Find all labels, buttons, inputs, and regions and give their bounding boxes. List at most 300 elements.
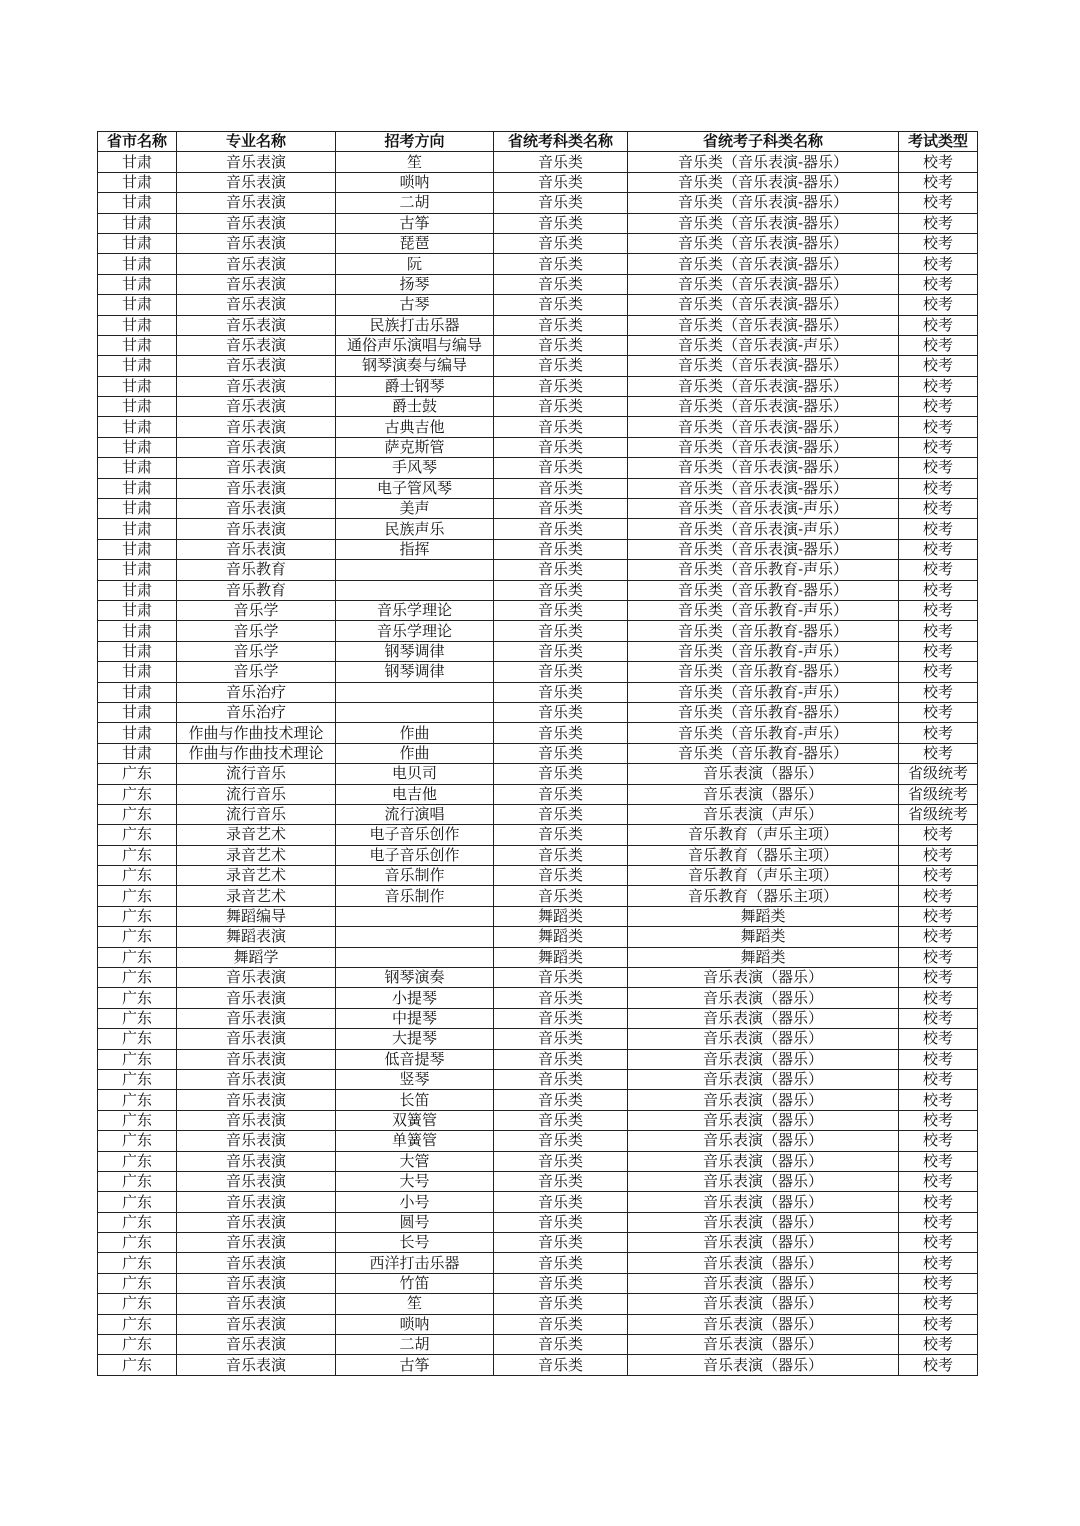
cell-province: 广东	[98, 1335, 177, 1355]
cell-exam-type: 校考	[899, 437, 978, 457]
cell-category: 音乐类	[494, 600, 628, 620]
cell-major: 舞蹈学	[177, 947, 336, 967]
cell-province: 甘肃	[98, 478, 177, 498]
header-province: 省市名称	[98, 132, 177, 152]
cell-exam-type: 校考	[899, 458, 978, 478]
cell-category: 音乐类	[494, 743, 628, 763]
cell-subcategory: 音乐表演（器乐）	[628, 1008, 899, 1028]
cell-province: 广东	[98, 1110, 177, 1130]
cell-exam-type: 校考	[899, 560, 978, 580]
table-row	[98, 968, 978, 988]
cell-direction: 钢琴调律	[336, 641, 494, 661]
cell-direction: 电子管风琴	[336, 478, 494, 498]
cell-major: 音乐表演	[177, 254, 336, 274]
cell-major: 音乐表演	[177, 315, 336, 335]
cell-category: 音乐类	[494, 1355, 628, 1375]
table-row	[98, 1233, 978, 1253]
cell-category: 音乐类	[494, 1090, 628, 1110]
cell-major: 音乐表演	[177, 1069, 336, 1089]
cell-exam-type: 校考	[899, 172, 978, 192]
cell-category: 音乐类	[494, 437, 628, 457]
cell-major: 音乐表演	[177, 519, 336, 539]
cell-province: 甘肃	[98, 600, 177, 620]
table-row	[98, 1131, 978, 1151]
cell-subcategory: 音乐类（音乐表演-器乐）	[628, 376, 899, 396]
cell-direction: 西洋打击乐器	[336, 1253, 494, 1273]
cell-direction: 小号	[336, 1192, 494, 1212]
cell-subcategory: 音乐类（音乐表演-声乐）	[628, 335, 899, 355]
cell-subcategory: 音乐类（音乐表演-声乐）	[628, 519, 899, 539]
cell-exam-type: 校考	[899, 295, 978, 315]
cell-category: 音乐类	[494, 417, 628, 437]
table-row	[98, 397, 978, 417]
table-row	[98, 723, 978, 743]
cell-province: 广东	[98, 1294, 177, 1314]
cell-category: 音乐类	[494, 580, 628, 600]
cell-province: 广东	[98, 886, 177, 906]
cell-category: 音乐类	[494, 539, 628, 559]
cell-direction: 竹笛	[336, 1273, 494, 1293]
cell-category: 音乐类	[494, 376, 628, 396]
cell-subcategory: 音乐类（音乐表演-器乐）	[628, 172, 899, 192]
cell-exam-type: 校考	[899, 1029, 978, 1049]
cell-province: 广东	[98, 1069, 177, 1089]
cell-exam-type: 省级统考	[899, 784, 978, 804]
cell-exam-type: 校考	[899, 539, 978, 559]
cell-direction: 单簧管	[336, 1131, 494, 1151]
cell-direction: 二胡	[336, 193, 494, 213]
cell-direction: 音乐学理论	[336, 600, 494, 620]
cell-province: 广东	[98, 1314, 177, 1334]
table-row	[98, 315, 978, 335]
cell-exam-type: 校考	[899, 968, 978, 988]
cell-province: 广东	[98, 1090, 177, 1110]
cell-category: 音乐类	[494, 804, 628, 824]
cell-province: 甘肃	[98, 662, 177, 682]
cell-subcategory: 音乐表演（声乐）	[628, 804, 899, 824]
table-row	[98, 988, 978, 1008]
cell-exam-type: 校考	[899, 1355, 978, 1375]
table-row	[98, 580, 978, 600]
cell-province: 广东	[98, 784, 177, 804]
cell-major: 音乐学	[177, 621, 336, 641]
cell-category: 音乐类	[494, 233, 628, 253]
cell-category: 音乐类	[494, 1273, 628, 1293]
cell-direction: 爵士鼓	[336, 397, 494, 417]
cell-subcategory: 音乐表演（器乐）	[628, 1273, 899, 1293]
cell-province: 甘肃	[98, 641, 177, 661]
cell-direction	[336, 927, 494, 947]
table-row	[98, 356, 978, 376]
cell-major: 音乐表演	[177, 1029, 336, 1049]
cell-direction: 阮	[336, 254, 494, 274]
cell-direction: 大管	[336, 1151, 494, 1171]
cell-direction: 民族声乐	[336, 519, 494, 539]
cell-subcategory: 舞蹈类	[628, 927, 899, 947]
cell-major: 音乐表演	[177, 295, 336, 315]
cell-province: 甘肃	[98, 580, 177, 600]
cell-direction	[336, 702, 494, 722]
cell-exam-type: 校考	[899, 274, 978, 294]
cell-subcategory: 音乐类（音乐表演-器乐）	[628, 295, 899, 315]
cell-subcategory: 音乐表演（器乐）	[628, 784, 899, 804]
table-row	[98, 784, 978, 804]
cell-province: 广东	[98, 1253, 177, 1273]
table-row	[98, 1171, 978, 1191]
table-row	[98, 743, 978, 763]
cell-category: 音乐类	[494, 1049, 628, 1069]
cell-exam-type: 校考	[899, 580, 978, 600]
cell-province: 甘肃	[98, 702, 177, 722]
cell-subcategory: 音乐类（音乐表演-器乐）	[628, 356, 899, 376]
table-row	[98, 825, 978, 845]
table-row	[98, 1314, 978, 1334]
cell-subcategory: 音乐类（音乐表演-器乐）	[628, 254, 899, 274]
cell-exam-type: 校考	[899, 1233, 978, 1253]
cell-exam-type: 校考	[899, 988, 978, 1008]
cell-major: 音乐表演	[177, 1008, 336, 1028]
cell-subcategory: 音乐类（音乐表演-器乐）	[628, 233, 899, 253]
cell-subcategory: 音乐表演（器乐）	[628, 1192, 899, 1212]
cell-major: 音乐表演	[177, 458, 336, 478]
cell-direction: 古典吉他	[336, 417, 494, 437]
table-row	[98, 254, 978, 274]
cell-direction: 小提琴	[336, 988, 494, 1008]
cell-major: 录音艺术	[177, 886, 336, 906]
cell-direction: 大号	[336, 1171, 494, 1191]
cell-province: 甘肃	[98, 213, 177, 233]
cell-major: 音乐表演	[177, 335, 336, 355]
cell-exam-type: 校考	[899, 315, 978, 335]
cell-subcategory: 音乐类（音乐教育-器乐）	[628, 662, 899, 682]
table-row	[98, 1335, 978, 1355]
cell-subcategory: 音乐类（音乐表演-器乐）	[628, 193, 899, 213]
cell-province: 广东	[98, 988, 177, 1008]
cell-direction: 低音提琴	[336, 1049, 494, 1069]
cell-exam-type: 省级统考	[899, 804, 978, 824]
table-row	[98, 193, 978, 213]
table-row	[98, 499, 978, 519]
cell-province: 甘肃	[98, 397, 177, 417]
cell-exam-type: 校考	[899, 254, 978, 274]
cell-category: 音乐类	[494, 1335, 628, 1355]
cell-subcategory: 音乐类（音乐教育-器乐）	[628, 702, 899, 722]
cell-category: 音乐类	[494, 784, 628, 804]
cell-direction: 作曲	[336, 723, 494, 743]
cell-category: 音乐类	[494, 519, 628, 539]
cell-exam-type: 校考	[899, 621, 978, 641]
cell-exam-type: 校考	[899, 397, 978, 417]
cell-direction: 手风琴	[336, 458, 494, 478]
cell-subcategory: 音乐表演（器乐）	[628, 1355, 899, 1375]
table-row	[98, 539, 978, 559]
cell-subcategory: 音乐类（音乐表演-声乐）	[628, 499, 899, 519]
cell-category: 音乐类	[494, 682, 628, 702]
table-row	[98, 702, 978, 722]
cell-major: 音乐表演	[177, 1151, 336, 1171]
cell-exam-type: 校考	[899, 1273, 978, 1293]
cell-category: 音乐类	[494, 702, 628, 722]
cell-province: 甘肃	[98, 458, 177, 478]
cell-major: 音乐表演	[177, 376, 336, 396]
cell-category: 音乐类	[494, 295, 628, 315]
table-row	[98, 1029, 978, 1049]
cell-category: 音乐类	[494, 1171, 628, 1191]
cell-direction: 钢琴调律	[336, 662, 494, 682]
cell-subcategory: 音乐表演（器乐）	[628, 1131, 899, 1151]
cell-direction: 民族打击乐器	[336, 315, 494, 335]
cell-category: 音乐类	[494, 1294, 628, 1314]
cell-direction: 电子音乐创作	[336, 825, 494, 845]
cell-category: 音乐类	[494, 845, 628, 865]
cell-category: 音乐类	[494, 886, 628, 906]
cell-major: 音乐表演	[177, 1335, 336, 1355]
cell-category: 音乐类	[494, 397, 628, 417]
cell-exam-type: 校考	[899, 682, 978, 702]
cell-exam-type: 校考	[899, 1171, 978, 1191]
cell-exam-type: 校考	[899, 1294, 978, 1314]
cell-province: 甘肃	[98, 743, 177, 763]
cell-direction: 美声	[336, 499, 494, 519]
cell-category: 舞蹈类	[494, 906, 628, 926]
cell-province: 甘肃	[98, 356, 177, 376]
table-row	[98, 866, 978, 886]
cell-subcategory: 音乐类（音乐表演-器乐）	[628, 152, 899, 172]
cell-exam-type: 校考	[899, 1192, 978, 1212]
cell-direction: 中提琴	[336, 1008, 494, 1028]
cell-direction: 电子音乐创作	[336, 845, 494, 865]
cell-subcategory: 音乐表演（器乐）	[628, 764, 899, 784]
cell-subcategory: 音乐表演（器乐）	[628, 1049, 899, 1069]
cell-province: 广东	[98, 1151, 177, 1171]
table-row	[98, 662, 978, 682]
cell-province: 甘肃	[98, 437, 177, 457]
cell-major: 录音艺术	[177, 825, 336, 845]
cell-direction: 琵琶	[336, 233, 494, 253]
cell-category: 音乐类	[494, 499, 628, 519]
cell-subcategory: 音乐教育（器乐主项）	[628, 886, 899, 906]
cell-major: 音乐表演	[177, 1355, 336, 1375]
table-row	[98, 417, 978, 437]
table-row	[98, 478, 978, 498]
cell-subcategory: 音乐类（音乐表演-器乐）	[628, 478, 899, 498]
header-subcategory: 省统考子科类名称	[628, 132, 899, 152]
cell-province: 甘肃	[98, 723, 177, 743]
table-row	[98, 376, 978, 396]
cell-direction: 电贝司	[336, 764, 494, 784]
cell-subcategory: 音乐类（音乐表演-器乐）	[628, 397, 899, 417]
cell-exam-type: 校考	[899, 1314, 978, 1334]
cell-major: 音乐表演	[177, 1110, 336, 1130]
cell-category: 音乐类	[494, 662, 628, 682]
table-row	[98, 1355, 978, 1375]
cell-category: 音乐类	[494, 356, 628, 376]
cell-province: 甘肃	[98, 499, 177, 519]
cell-major: 音乐表演	[177, 397, 336, 417]
cell-category: 音乐类	[494, 621, 628, 641]
cell-province: 甘肃	[98, 417, 177, 437]
cell-direction	[336, 906, 494, 926]
cell-direction: 钢琴演奏与编导	[336, 356, 494, 376]
cell-major: 音乐表演	[177, 213, 336, 233]
table-row	[98, 1192, 978, 1212]
cell-major: 音乐表演	[177, 988, 336, 1008]
cell-exam-type: 校考	[899, 702, 978, 722]
cell-exam-type: 校考	[899, 743, 978, 763]
cell-province: 广东	[98, 1131, 177, 1151]
cell-subcategory: 音乐教育（声乐主项）	[628, 866, 899, 886]
cell-province: 甘肃	[98, 519, 177, 539]
cell-subcategory: 音乐表演（器乐）	[628, 1171, 899, 1191]
cell-subcategory: 音乐类（音乐教育-声乐）	[628, 682, 899, 702]
cell-exam-type: 校考	[899, 478, 978, 498]
cell-direction: 扬琴	[336, 274, 494, 294]
cell-province: 甘肃	[98, 274, 177, 294]
table-row	[98, 172, 978, 192]
cell-exam-type: 校考	[899, 886, 978, 906]
cell-major: 音乐表演	[177, 1192, 336, 1212]
cell-exam-type: 校考	[899, 1131, 978, 1151]
cell-major: 音乐表演	[177, 499, 336, 519]
cell-exam-type: 校考	[899, 1212, 978, 1232]
cell-subcategory: 音乐表演（器乐）	[628, 1314, 899, 1334]
cell-category: 舞蹈类	[494, 927, 628, 947]
table-body	[98, 152, 978, 1375]
cell-subcategory: 音乐类（音乐表演-器乐）	[628, 458, 899, 478]
cell-province: 广东	[98, 968, 177, 988]
cell-exam-type: 校考	[899, 927, 978, 947]
table-row	[98, 845, 978, 865]
cell-subcategory: 音乐类（音乐教育-器乐）	[628, 621, 899, 641]
cell-subcategory: 音乐表演（器乐）	[628, 1294, 899, 1314]
cell-major: 录音艺术	[177, 845, 336, 865]
cell-major: 作曲与作曲技术理论	[177, 723, 336, 743]
cell-direction: 长号	[336, 1233, 494, 1253]
table-row	[98, 1212, 978, 1232]
table-row	[98, 1069, 978, 1089]
cell-province: 甘肃	[98, 335, 177, 355]
table-row	[98, 927, 978, 947]
cell-direction: 音乐制作	[336, 886, 494, 906]
cell-direction	[336, 560, 494, 580]
cell-subcategory: 音乐类（音乐教育-器乐）	[628, 580, 899, 600]
cell-direction: 古琴	[336, 295, 494, 315]
cell-major: 音乐表演	[177, 417, 336, 437]
cell-major: 流行音乐	[177, 804, 336, 824]
cell-category: 音乐类	[494, 1212, 628, 1232]
cell-province: 广东	[98, 1355, 177, 1375]
cell-subcategory: 音乐表演（器乐）	[628, 1110, 899, 1130]
cell-major: 作曲与作曲技术理论	[177, 743, 336, 763]
table-row	[98, 906, 978, 926]
cell-category: 音乐类	[494, 254, 628, 274]
cell-exam-type: 校考	[899, 519, 978, 539]
cell-category: 音乐类	[494, 1069, 628, 1089]
cell-major: 舞蹈编导	[177, 906, 336, 926]
cell-exam-type: 校考	[899, 1090, 978, 1110]
table-row	[98, 886, 978, 906]
cell-subcategory: 音乐表演（器乐）	[628, 1335, 899, 1355]
cell-major: 音乐学	[177, 641, 336, 661]
cell-subcategory: 音乐类（音乐表演-器乐）	[628, 213, 899, 233]
cell-exam-type: 校考	[899, 825, 978, 845]
cell-category: 音乐类	[494, 274, 628, 294]
cell-subcategory: 音乐类（音乐教育-声乐）	[628, 600, 899, 620]
table-row	[98, 641, 978, 661]
header-category: 省统考科类名称	[494, 132, 628, 152]
cell-subcategory: 音乐类（音乐表演-器乐）	[628, 417, 899, 437]
cell-province: 广东	[98, 906, 177, 926]
cell-province: 甘肃	[98, 172, 177, 192]
table-row	[98, 764, 978, 784]
cell-category: 音乐类	[494, 315, 628, 335]
cell-subcategory: 舞蹈类	[628, 906, 899, 926]
table-header-row	[98, 132, 978, 152]
table-row	[98, 295, 978, 315]
table-row	[98, 1008, 978, 1028]
cell-major: 音乐表演	[177, 233, 336, 253]
cell-major: 音乐表演	[177, 152, 336, 172]
cell-major: 音乐表演	[177, 968, 336, 988]
cell-major: 音乐表演	[177, 437, 336, 457]
cell-exam-type: 校考	[899, 499, 978, 519]
cell-category: 音乐类	[494, 152, 628, 172]
cell-direction: 作曲	[336, 743, 494, 763]
cell-province: 甘肃	[98, 539, 177, 559]
cell-subcategory: 音乐类（音乐表演-器乐）	[628, 437, 899, 457]
cell-exam-type: 校考	[899, 1110, 978, 1130]
cell-province: 甘肃	[98, 315, 177, 335]
cell-category: 音乐类	[494, 1029, 628, 1049]
cell-category: 音乐类	[494, 560, 628, 580]
cell-province: 甘肃	[98, 152, 177, 172]
cell-category: 音乐类	[494, 723, 628, 743]
cell-exam-type: 校考	[899, 1008, 978, 1028]
cell-exam-type: 校考	[899, 641, 978, 661]
cell-category: 音乐类	[494, 641, 628, 661]
cell-direction: 圆号	[336, 1212, 494, 1232]
cell-category: 音乐类	[494, 458, 628, 478]
cell-exam-type: 校考	[899, 906, 978, 926]
cell-direction: 流行演唱	[336, 804, 494, 824]
cell-direction: 钢琴演奏	[336, 968, 494, 988]
cell-province: 广东	[98, 927, 177, 947]
cell-province: 广东	[98, 764, 177, 784]
cell-exam-type: 校考	[899, 213, 978, 233]
cell-subcategory: 音乐教育（器乐主项）	[628, 845, 899, 865]
table-row	[98, 519, 978, 539]
cell-exam-type: 校考	[899, 193, 978, 213]
cell-province: 甘肃	[98, 621, 177, 641]
cell-exam-type: 校考	[899, 376, 978, 396]
cell-direction	[336, 682, 494, 702]
cell-subcategory: 音乐表演（器乐）	[628, 1090, 899, 1110]
table-row	[98, 682, 978, 702]
cell-province: 广东	[98, 1029, 177, 1049]
table-row	[98, 152, 978, 172]
cell-exam-type: 校考	[899, 1253, 978, 1273]
cell-direction: 音乐学理论	[336, 621, 494, 641]
cell-category: 音乐类	[494, 764, 628, 784]
cell-major: 音乐表演	[177, 1049, 336, 1069]
admissions-table	[97, 131, 978, 1376]
cell-subcategory: 音乐表演（器乐）	[628, 1212, 899, 1232]
cell-major: 音乐表演	[177, 1273, 336, 1293]
header-major: 专业名称	[177, 132, 336, 152]
cell-direction: 通俗声乐演唱与编导	[336, 335, 494, 355]
cell-direction: 笙	[336, 152, 494, 172]
cell-major: 流行音乐	[177, 784, 336, 804]
